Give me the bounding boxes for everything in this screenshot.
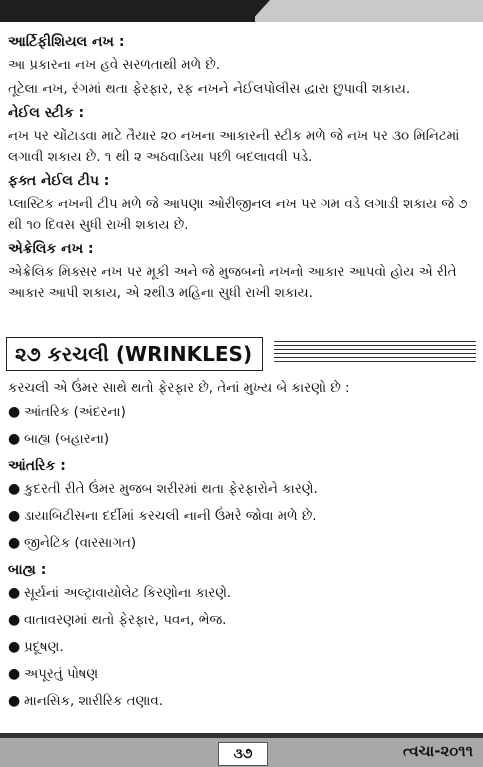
internal-item: [8, 479, 478, 500]
bullet-icon: ●: [8, 508, 21, 524]
external-item-text: સૂર્યનાં અલ્ટ્રાવાયોલેટ કિરણોના કારણે.: [24, 586, 232, 601]
internal-item-text: જીનેટિક (વારસાગત): [24, 536, 137, 551]
external-item: [8, 637, 478, 658]
top-bar-angle: [250, 0, 270, 22]
internal-item-text: કુદરતી રીતે ઉંમર મુજબ શરીરમાં થતા ફેરફારોને કારણે.: [24, 482, 318, 497]
footer-rule: [0, 733, 483, 738]
section-title: ૨૭ કરચલી (WRINKLES): [6, 337, 263, 371]
bullet-icon: ●: [8, 431, 21, 447]
section-header-lines: [274, 341, 476, 365]
external-item: [8, 610, 478, 631]
internal-item: [8, 506, 478, 527]
internal-item: [8, 533, 478, 554]
external-item: [8, 691, 478, 712]
top-bar-dark: [0, 0, 270, 22]
page-footer: [0, 733, 483, 767]
heading-external: બાહ્ય :: [8, 562, 47, 578]
external-item: [8, 664, 478, 685]
footer-brand: ત્વચા-૨૦૧૧: [402, 742, 473, 760]
cause-item: [8, 429, 478, 450]
heading-nail-stick: નેઈલ સ્ટીક :: [8, 105, 85, 121]
top-bar-light: [255, 0, 483, 22]
bullet-icon: ●: [8, 481, 21, 497]
heading-nail-tip: ફક્ત નેઈલ ટીપ :: [8, 173, 110, 189]
artificial-nails-text-2: તૂટેલા નખ, રંગમાં થતા ફેરફાર, રફ નખને નેઈલપોલીસ દ્વારા છુપાવી શકાય.: [8, 82, 411, 97]
bullet-icon: ●: [8, 693, 21, 709]
nail-stick-text: નખ પર ચોંટાડવા માટે તૈયાર ૨૦ નખના આકારની સ્ટીક મળે જે નખ પર ૩૦ મિનિટમાં લગાવી શકાય છે. ૧ થી ૨ અઠવાડિયા પછી બદલાવવી પડે.: [8, 129, 460, 165]
nail-tip-text: પ્લાસ્ટિક નખની ટીપ મળે જે આપણા ઓરીજીનલ નખ પર ગમ વડે લગાડી શકાય જે ૭ થી ૧૦ દિવસ સુધી રાખી શકાય છે.: [8, 197, 468, 233]
external-item-text: પ્રદૂષણ.: [24, 640, 64, 655]
bullet-icon: ●: [8, 585, 21, 601]
bullet-icon: ●: [8, 404, 21, 420]
artificial-nails-text-1: આ પ્રકારના નખ હવે સરળતાથી મળે છે.: [8, 58, 221, 73]
top-decorative-bar: [0, 0, 483, 22]
cause-item-text: બાહ્ય (બહારના): [24, 432, 110, 447]
acrylic-nails-text: એક્રેલિક મિક્સર નખ પર મૂકી અને જે મુજબનો નખનો આકાર આપવો હોય એ રીતે આકાર આપી શકાય, એ ૨થી૩ મહિના સુધી રાખી શકાય.: [8, 265, 457, 301]
bullet-icon: ●: [8, 666, 21, 682]
wrinkles-intro: કરચલી એ ઉંમર સાથે થતો ફેરફાર છે, તેનાં મુખ્ય બે કારણો છે :: [8, 381, 350, 396]
external-item-text: અપૂરતું પોષણ: [24, 667, 99, 682]
bullet-icon: ●: [8, 639, 21, 655]
external-item: [8, 583, 478, 604]
internal-item-text: ડાયાબિટીસના દર્દીમાં કરચલી નાની ઉંમરે જોવા મળે છે.: [24, 509, 317, 524]
cause-item: [8, 402, 478, 423]
bullet-icon: ●: [8, 535, 21, 551]
heading-internal: આંતરિક :: [8, 458, 66, 474]
bullet-icon: ●: [8, 612, 21, 628]
section-header: [6, 337, 476, 373]
external-item-text: માનસિક, શારીરિક તણાવ.: [24, 694, 164, 709]
page-number: ૩૭: [218, 742, 268, 766]
external-item-text: વાતાવરણમાં થતો ફેરફાર, પવન, ભેજ.: [24, 613, 227, 628]
heading-acrylic-nails: એક્રેલિક નખ :: [8, 241, 94, 257]
cause-item-text: આંતરિક (અંદરના): [24, 405, 126, 420]
nail-types-section: [8, 32, 478, 307]
heading-artificial-nails: આર્ટિફીશિયલ નખ :: [8, 34, 125, 50]
wrinkles-section: [8, 378, 478, 718]
